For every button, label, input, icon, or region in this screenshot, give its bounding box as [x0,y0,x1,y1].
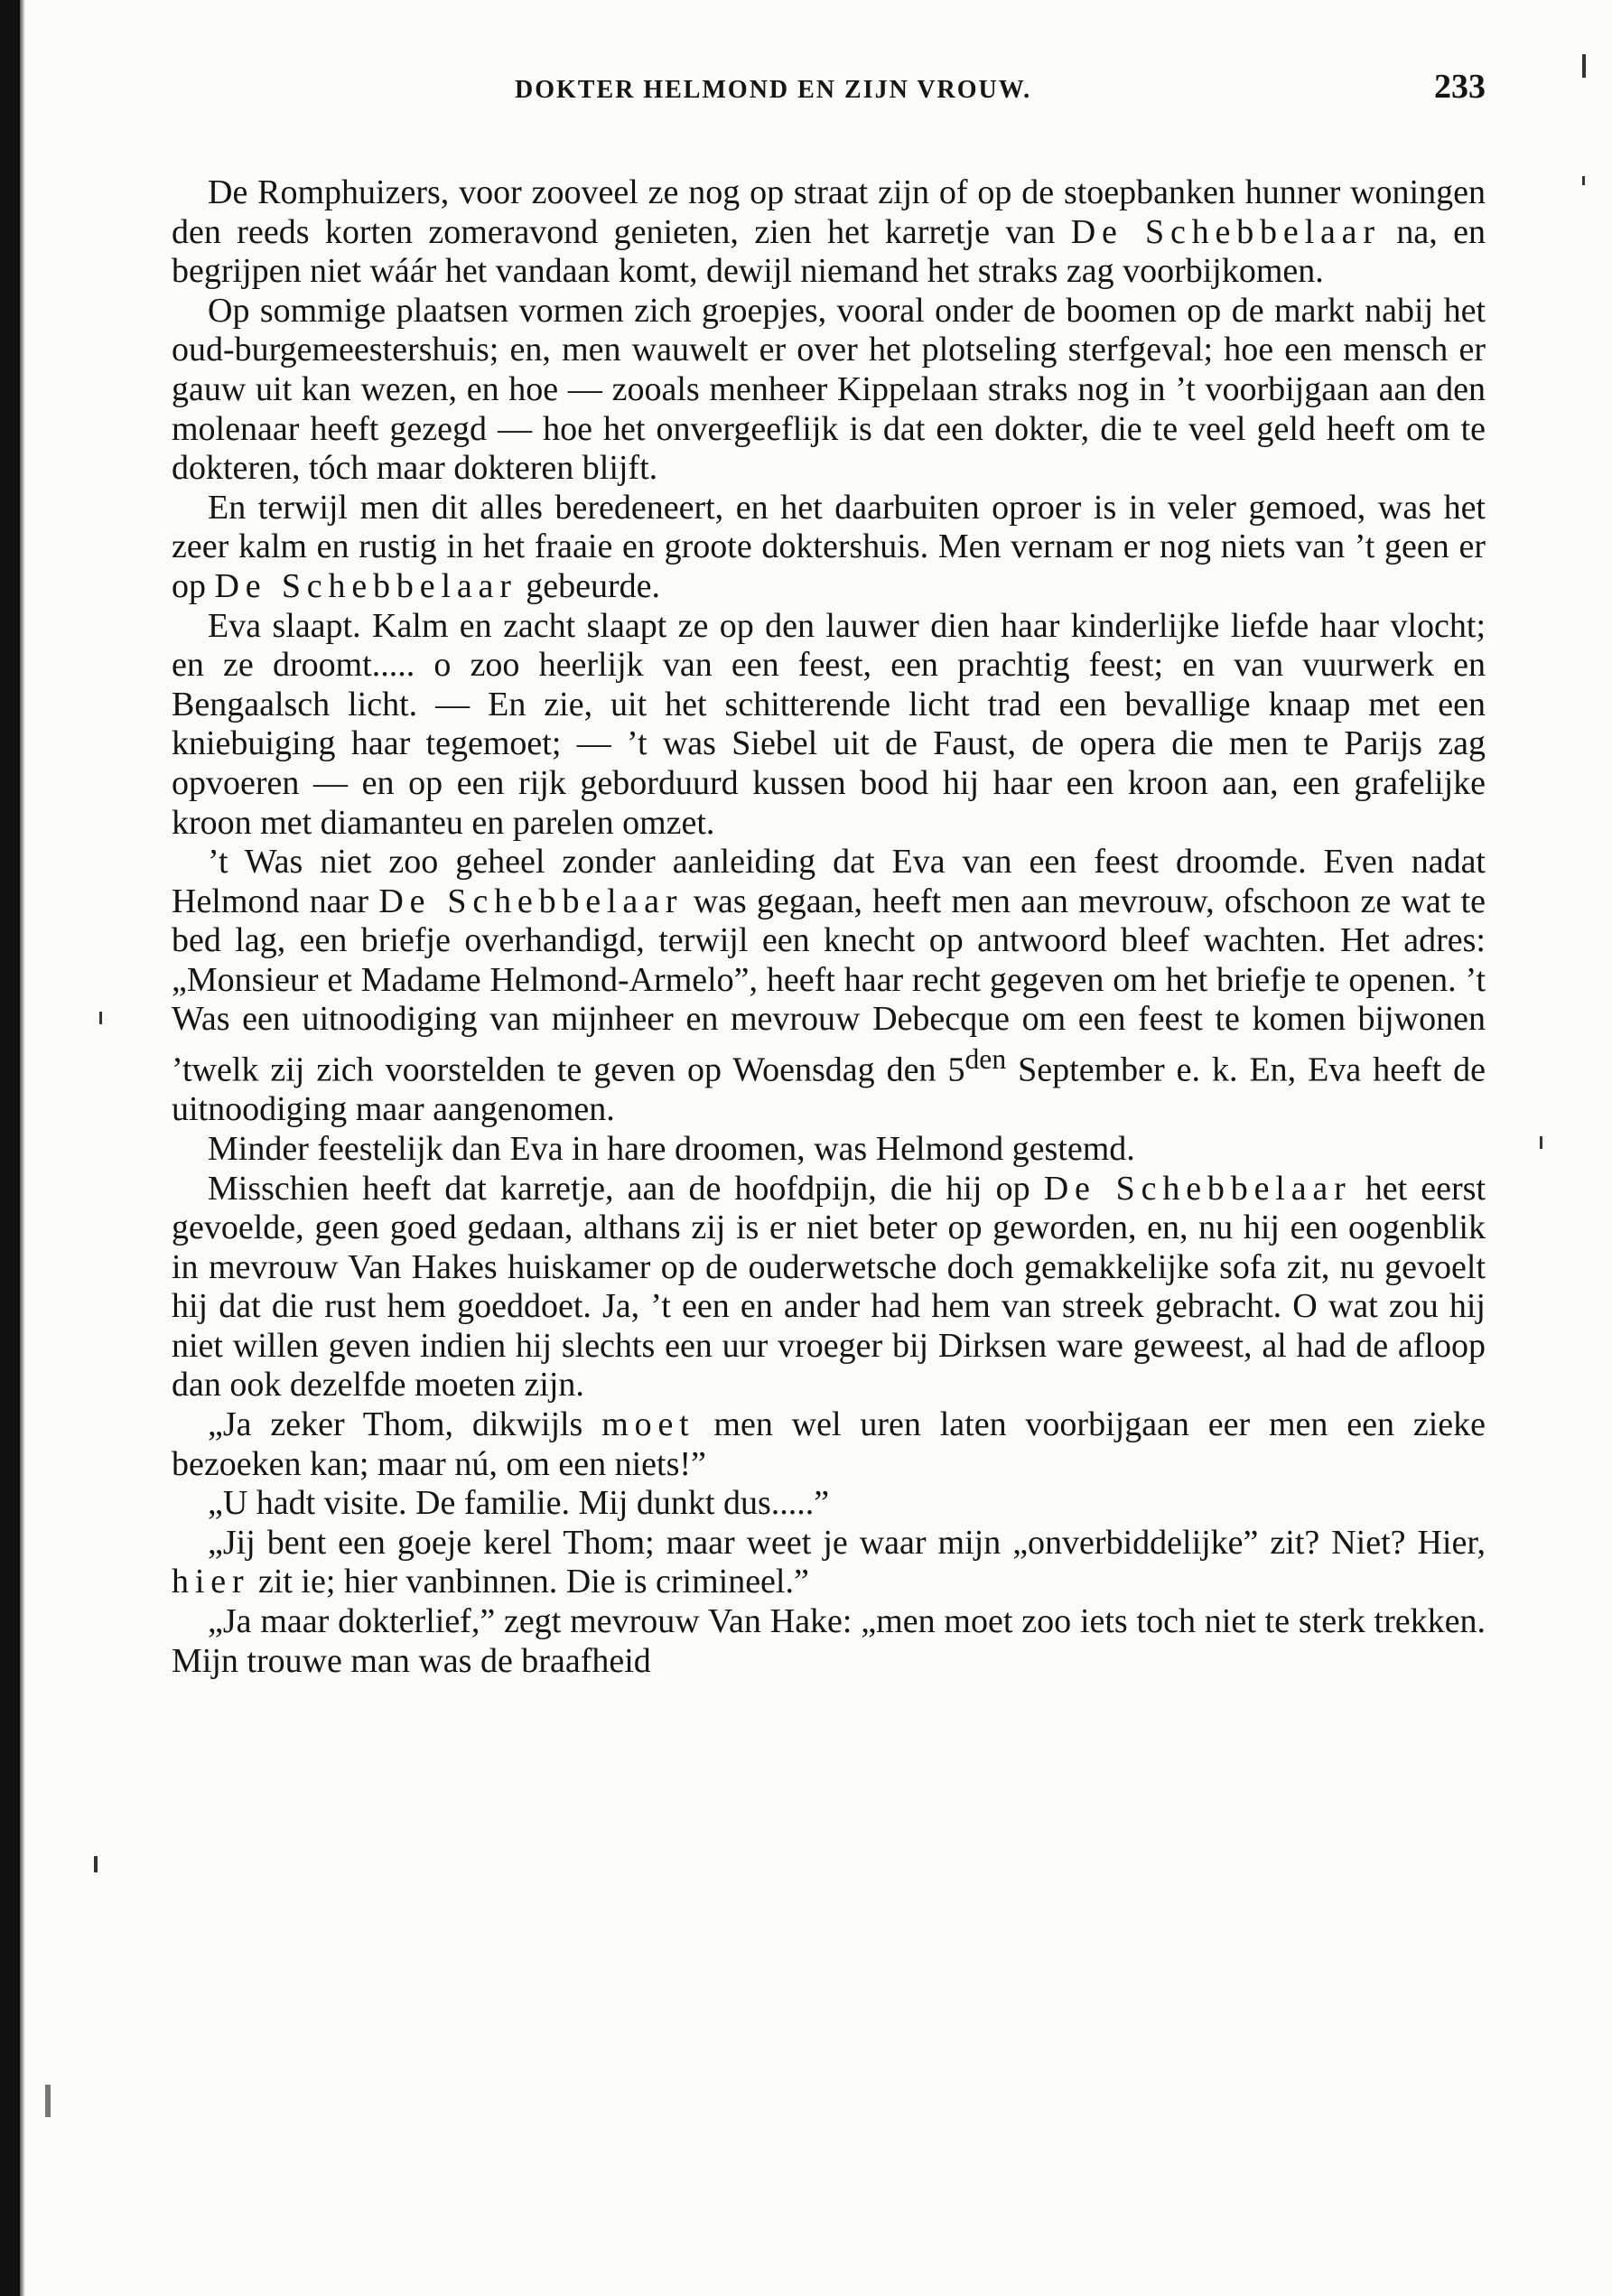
margin-speck [1540,1136,1542,1149]
paragraph-misschien: Misschien heeft dat karretje, aan de hoofdpijn, die hij op De Schebbelaar het eerst gevoelde, geen goed gedaan, althans zij is er niet beter op geworden, en, nu hij een oogenblik in mevrouw Van Hakes huiskamer op de ouderwetsche doch gemakkelijke sofa zit, nu gevoelt hij dat die rust hem goeddoet. Ja, ’t een en ander had hem van streek gebracht. O wat zou hij niet willen geven indien hij slechts een uur vroeger bij Dirksen ware geweest, al had de afloop dan ook dezelfde moeten zijn. [172,1169,1486,1405]
paragraph-groepjes: Op sommige plaatsen vormen zich groepjes, vooral onder de boomen op de markt nabij het oud-burgemeestershuis; en, men wauwelt er over het plotseling sterfgeval; hoe een mensch er gauw uit kan wezen, en hoe — zooals menheer Kippelaan straks nog in ’t voorbijgaan aan den molenaar heeft gezegd — hoe het onvergeeflijk is dat een dokter, die te veel geld heeft om te dokteren, tóch maar dokteren blijft. [172,291,1486,488]
margin-speck [1582,54,1586,78]
page-header [172,63,1486,117]
spine-edge-shade [20,0,25,2296]
body-text [172,173,1486,1681]
dialogue-goeje-kerel: „Jij bent een goeje kerel Thom; maar weet je waar mijn „onverbiddelijke” zit? Niet? Hier, hier zit ie; hier vanbinnen. Die is crimineel.” [172,1523,1486,1601]
paragraph-eva-slaapt: Eva slaapt. Kalm en zacht slaapt ze op den lauwer dien haar kinderlijke liefde haar vlocht; en ze droomt..... o zoo heerlijk van een feest, een prachtig feest; en van vuurwerk en Bengaalsch licht. — En zie, uit het schitterende licht trad een bevallige knaap met een kniebuiging haar tegemoet; — ’t was Siebel uit de Faust, de opera die men te Parijs zag opvoeren — en op een rijk geborduurd kussen bood hij haar een kroon aan, een grafelijke kroon met diamanteu en parelen omzet. [172,606,1486,842]
running-title: DOKTER HELMOND EN ZIJN VROUW. [515,76,1032,104]
paragraph-feest: ’t Was niet zoo geheel zonder aanleiding dat Eva van een feest droomde. Even nadat Helmond naar De Schebbelaar was gegaan, heeft men aan mevrouw, ofschoon ze wat te bed lag, een briefje overhandigd, terwijl een knecht op antwoord bleef wachten. Het adres: „Monsieur et Madame Helmond-Armelo”, heeft haar recht gegeven om het briefje te openen. ’t Was een uitnoodiging van mijnheer en mevrouw Debecque om een feest te komen bijwonen ’twelk zij zich voorstelden te geven op Woensdag den $5^{den}$ September e. k. En, Eva heeft de uitnoodiging maar aangenomen. [172,843,1486,1129]
dialogue-dokterlief: „Ja maar dokterlief,” zegt mevrouw Van Hake: „men moet zoo iets toch niet te sterk trekken. Mijn trouwe man was de braafheid [172,1602,1486,1680]
page-number: 233 [1434,68,1486,106]
book-page [172,63,1486,2267]
dialogue-u-hadt-visite: „U hadt visite. De familie. Mij dunkt dus.....” [208,1484,830,1523]
paragraph-romphuizers: De Romphuizers, voor zooveel ze nog op straat zijn of op de stoepbanken hunner woningen den reeds korten zomeravond genieten, zien het karretje van De Schebbelaar na, en begrijpen niet wáár het vandaan komt, dewijl niemand het straks zag voorbijkomen. [172,173,1486,291]
margin-speck [99,1012,102,1024]
paragraph-minder-feestelijk: Minder feestelijk dan Eva in hare droomen, was Helmond gestemd. [208,1129,1135,1168]
margin-speck [1582,176,1585,185]
dialogue-ja-zeker: „Ja zeker Thom, dikwijls moet men wel uren laten voorbijgaan eer men een zieke bezoeken kan; maar nú, om een niets!” [172,1405,1486,1483]
margin-speck [94,1856,98,1872]
margin-speck [45,2085,51,2117]
paragraph-doktershuis: En terwijl men dit alles beredeneert, en het daarbuiten oproer is in veler gemoed, was het zeer kalm en rustig in het fraaie en groote doktershuis. Men vernam er nog niets van ’t geen er op De Schebbelaar gebeurde. [172,488,1486,605]
book-spine-shadow [0,0,20,2296]
